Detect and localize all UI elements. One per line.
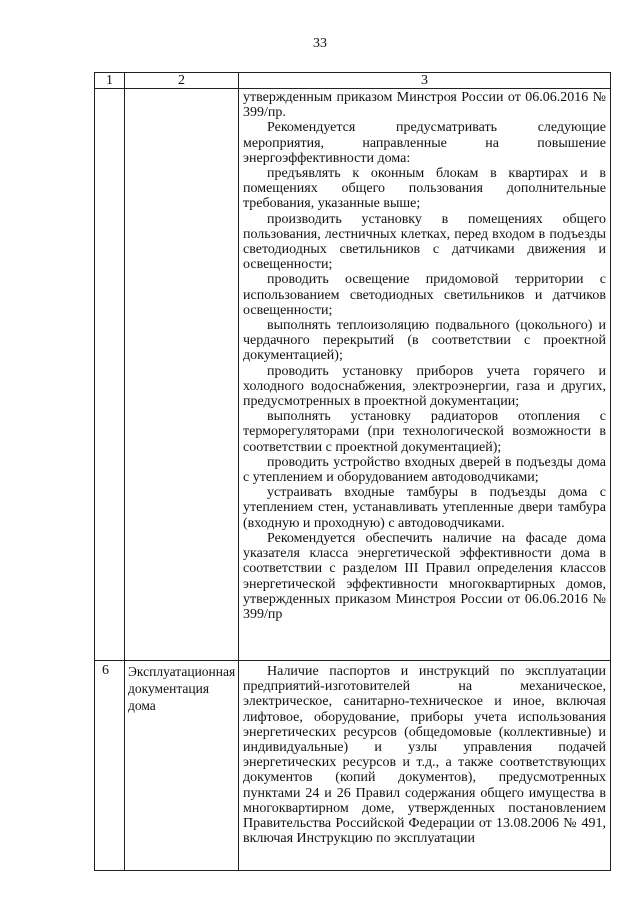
row-content-cell <box>239 661 611 871</box>
row-number-cell: 6 <box>95 661 125 871</box>
column-header-2: 2 <box>125 73 239 89</box>
paragraph: проводить устройство входных дверей в подъезды дома с утеплением и оборудованием автодоводчиками; <box>243 454 606 486</box>
paragraph: устраивать входные тамбуры в подъезды дома с утеплением стен, устанавливать утепленные двери тамбура (входную и проходную) с автодоводчиками. <box>243 485 606 531</box>
paragraph: предъявлять к оконным блокам в квартирах и в помещениях общего пользования дополнительные требования, указанные выше; <box>243 166 606 212</box>
row-name-cell <box>125 89 239 661</box>
table-row <box>95 89 611 661</box>
column-header-1: 1 <box>95 73 125 89</box>
row-content-cell <box>239 89 611 661</box>
paragraph: проводить освещение придомовой территории с использованием светодиодных светильников и датчиков освещенности; <box>243 272 606 318</box>
column-header-3: 3 <box>239 73 611 89</box>
paragraph: проводить установку приборов учета горячего и холодного водоснабжения, электроэнергии, газа и других, предусмотренных в проектной документации; <box>243 363 606 410</box>
row-number-cell <box>95 89 125 661</box>
paragraph: производить установку в помещениях общего пользования, лестничных клетках, перед входом в подъезды светодиодных светильников с датчиками движения и освещенности; <box>243 211 606 273</box>
page-number: 33 <box>313 36 327 51</box>
row-name-cell: Эксплуатационная документация дома <box>125 661 239 871</box>
paragraph: Рекомендуется обеспечить наличие на фасаде дома указателя класса энергетической эффективности дома в соответствии с разделом III Правил определения классов энергетической эффективности многоквартирных домов, утвержденных приказом Минстроя России от 06.06.2016 № 399/пр <box>243 530 606 622</box>
requirements-table <box>94 72 611 871</box>
paragraph: утвержденным приказом Минстроя России от 06.06.2016 № 399/пр. <box>243 90 606 121</box>
paragraph: выполнять установку радиаторов отопления с терморегуляторами (при технологической возможности в соответствии с проектной документацией); <box>243 409 606 455</box>
paragraph: Рекомендуется предусматривать следующие мероприятия, направленные на повышение энергоэффективности дома: <box>243 120 606 166</box>
paragraph: Наличие паспортов и инструкций по эксплуатации предприятий-изготовителей на механическое, электрическое, санитарно-техническое и иное, включая лифтовое, оборудование, приборы учета использования энергетических ресурсов (общедомовые (коллективные) и индивидуальные) и узлы управления подачей энергетических ресурсов и т.д., а также соответствующих документов (копий документов), предусмотренных пунктами 24 и 26 Правил содержания общего имущества в многоквартирном доме, утвержденных постановлением Правительства Российской Федерации от 13.08.2006 № 491, включая Инструкцию по эксплуатации <box>243 664 606 847</box>
paragraph: выполнять теплоизоляцию подвального (цокольного) и чердачного перекрытий (в соответствии с проектной документацией); <box>243 318 606 364</box>
table-header-row <box>95 73 611 89</box>
table-row <box>95 661 611 871</box>
